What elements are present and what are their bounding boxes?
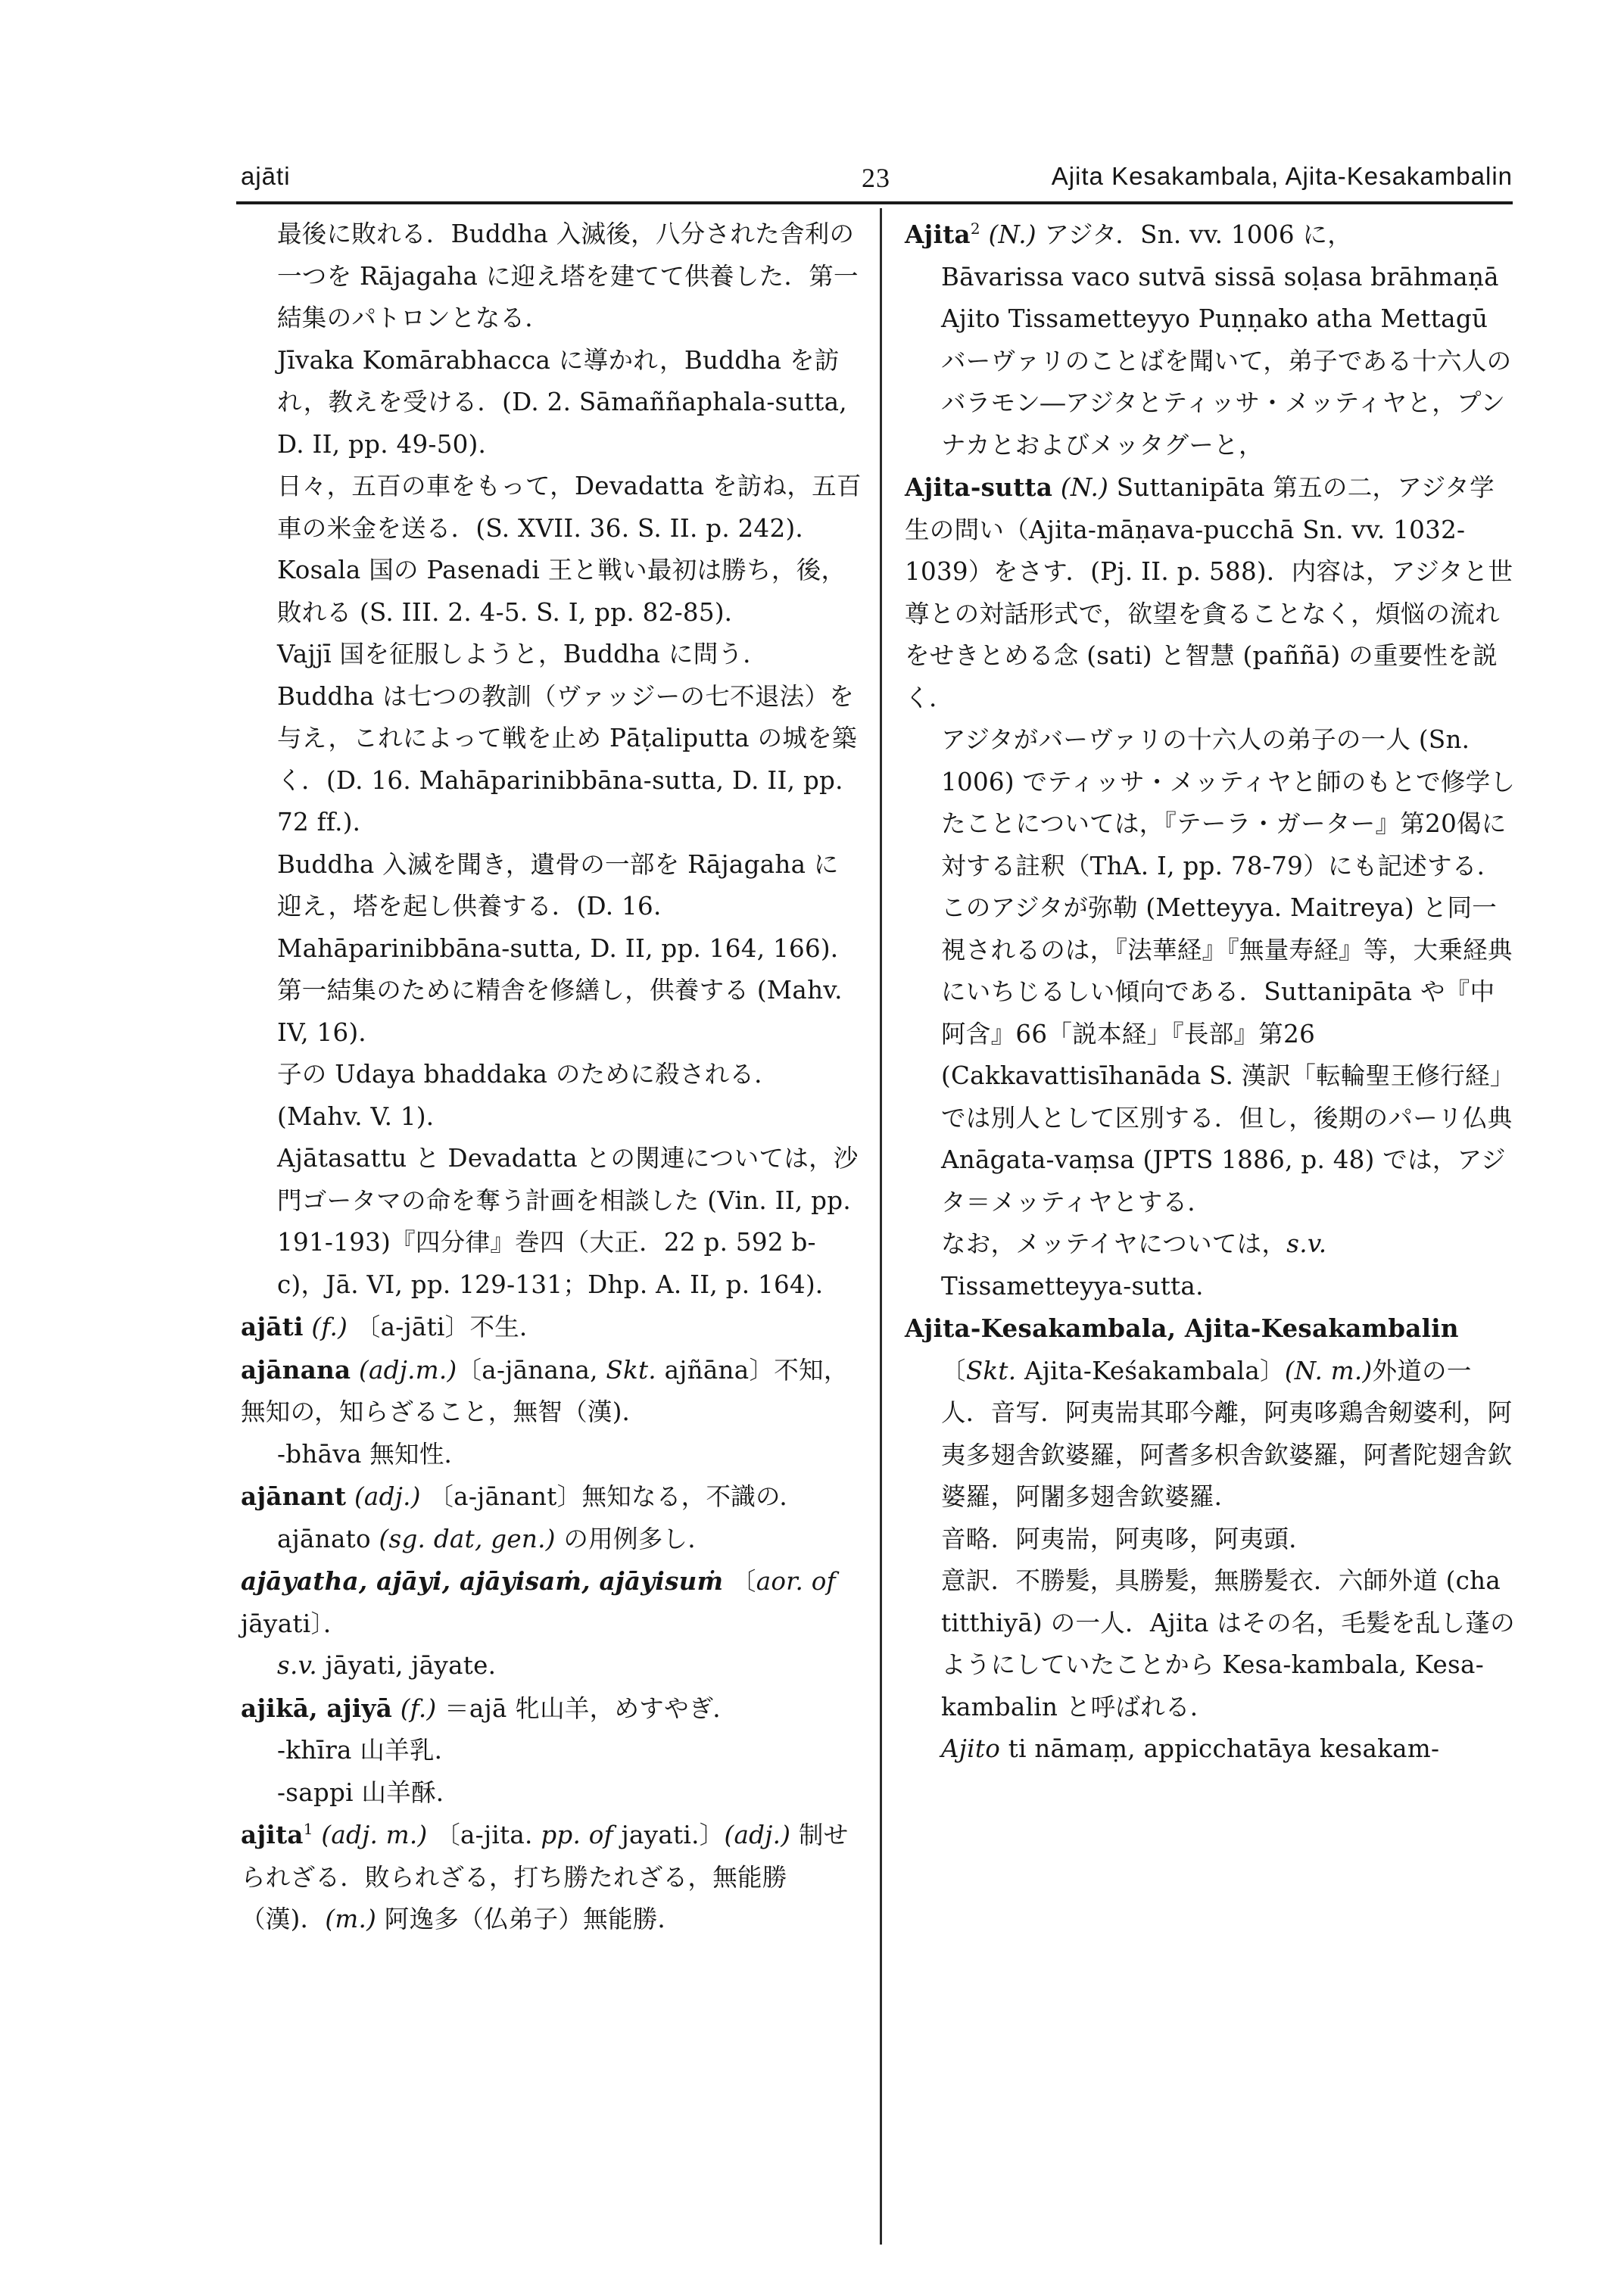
quotation: Bāvarissa vaco sutvā sissā soḷasa brāhmaṇā Ajito Tissametteyyo Puṇṇako atha Mettagū バーヴァリのことばを聞いて，弟子である十六人のバラモン―アジタとティッサ・メッティヤと，プンナカとおよびメッタグーと，	[941, 262, 1512, 460]
headword: ajānana	[241, 1354, 351, 1385]
grammar-label: (f.)	[400, 1693, 437, 1723]
entry-ajika	[241, 1687, 862, 1815]
grammar-label: (adj.)	[354, 1482, 421, 1511]
entry-ajita-1	[241, 1814, 862, 1941]
paragraph: 第一結集のために精舎を修繕し，供養する (Mahv. IV, 16)．	[277, 976, 843, 1047]
definition: 阿逸多（仏弟子）無能勝．	[376, 1905, 683, 1933]
entry-ajayatha	[241, 1560, 862, 1687]
paragraph: アジタがバーヴァリの十六人の弟子の一人 (Sn. 1006) でティッサ・メッティヤと師のもとで修学したことについては，『テーラ・ガーター』第20偈に対する註釈（ThA. I, pp. 78-79）にも記述する．このアジタが弥勒 (Metteyya. Maitreya) と同一視されるのは，『法華経』『無量寿経』等，大乗経典にいちじるしい傾向である．Suttanipāta や『中阿含』66「説本経」『長部』第26 (Cakkavattisīhanāda S. 漢訳「転輪聖王修行経」では別人として区別する．但し，後期のパーリ仏典 Anāgata-vaṃsa (JPTS 1886, p. 48) では，アジタ＝メッティヤとする．	[941, 725, 1516, 1217]
entry-ajita-sutta	[905, 466, 1516, 1307]
homonym-number: 1	[303, 1820, 313, 1839]
headword: ajikā, ajiyā	[241, 1693, 393, 1723]
quote-word: Ajito	[941, 1734, 1001, 1763]
definition-block	[905, 1351, 1516, 1519]
paragraph: Kosala 国の Pasenadi 王と戦い最初は勝ち，後，敗れる (S. III. 2. 4-5. S. I, pp. 82-85)．	[277, 556, 846, 627]
grammar-label: (adj. m.)	[321, 1821, 428, 1849]
grammar-label: pp. of	[541, 1821, 613, 1849]
grammar-label: (f.)	[311, 1313, 348, 1341]
definition: 外道の一人．音写．阿夷耑其耶今離，阿夷哆鶏舎剱婆利，阿夷多翅舎欽婆羅，阿耆多枳舎欽婆羅，阿耆陀翅舎欽婆羅，阿闍多翅舎欽婆羅．	[941, 1356, 1513, 1511]
grammar-label: (N. m.)	[1284, 1356, 1373, 1385]
sub-entry: -bhāva 無知性．	[277, 1439, 469, 1469]
paragraph: Vajjī 国を征服しようと，Buddha に問う．Buddha は七つの教訓（ヴァッジーの七不退法）を与え，これによって戦を止め Pāṭaliputta の城を築く．(D. 16. Mahāparinibbāna-sutta, D. II, pp. 72 ff.)．	[277, 640, 857, 837]
paragraph: Ajātasattu と Devadatta との関連については，沙門ゴータマの命を奪う計画を相談した (Vin. II, pp. 191-193)『四分律』巻四（大正．22 p. 592 b-c)，Jā. VI, pp. 129-131；Dhp. A. II, p. 164)．	[277, 1144, 859, 1299]
sanskrit-label: Skt.	[965, 1356, 1017, 1385]
column-divider	[880, 208, 882, 2245]
grammar-label: (adj.)	[724, 1821, 791, 1849]
left-column	[241, 213, 862, 1941]
entry-ajanana	[241, 1349, 862, 1476]
etymology: 〔a-jānana,	[457, 1355, 606, 1385]
grammar-label: aor. of	[756, 1567, 836, 1596]
sub-entry	[241, 1519, 862, 1561]
paragraph: Jīvaka Komārabhacca に導かれ，Buddha を訪れ，教えを受ける．(D. 2. Sāmaññaphala-sutta, D. II, pp. 49-50)．	[277, 345, 847, 459]
paragraph: Buddha 入滅を聞き，遺骨の一部を Rājagaha に迎え，塔を起し供養する．(D. 16. Mahāparinibbāna-sutta, D. II, pp. 164, 166)．	[277, 849, 856, 963]
entry-ajita-kesakambala	[905, 1307, 1516, 1771]
paragraph: 日々，五百の車をもって，Devadatta を訪ね，五百車の米金を送る．(S. XVII. 36. S. II. p. 242)．	[277, 472, 862, 543]
note: なお，メッテイヤについては，	[941, 1229, 1287, 1258]
definition: jāyati〕．	[241, 1609, 348, 1638]
header-left-guide-word: ajāti	[241, 162, 291, 190]
sub-word: ajānato	[277, 1524, 379, 1553]
definition: Suttanipāta 第五の二，アジタ学生の問い（Ajita-māṇava-pucchā Sn. vv. 1032-1039）をさす．(Pj. II. p. 588)．内容は，アジタと世尊との対話形式で，欲望を貪ることなく，煩悩の流れをせきとめる念 (sati) と智慧 (paññā) の重要性を説く．	[905, 473, 1513, 712]
sub-entry: -khīra 山羊乳．	[277, 1736, 460, 1765]
sv-label: s.v.	[1286, 1229, 1327, 1258]
running-head	[241, 157, 1513, 200]
right-column	[905, 213, 1516, 1771]
quote-text: ti nāmaṃ, appicchatāya kesakam-	[1000, 1734, 1440, 1763]
definition: ＝ajā 牝山羊，めすやぎ．	[444, 1693, 738, 1723]
sanskrit-label: Skt.	[606, 1355, 656, 1385]
grammar-label: (N.)	[1060, 473, 1109, 502]
quotation	[905, 1728, 1516, 1771]
paragraph: 音略．阿夷耑，阿夷哆，阿夷頭．	[941, 1524, 1314, 1553]
sv-label: s.v.	[277, 1651, 318, 1680]
bracket: 〔	[723, 1567, 756, 1596]
grammar-label: (adj.m.)	[359, 1355, 457, 1385]
headword: Ajita-Kesakambala, Ajita-Kesakambalin	[905, 1313, 1459, 1343]
headword: ajāyatha, ajāyi, ajāyisaṁ, ajāyisuṁ	[241, 1566, 724, 1596]
cross-reference	[241, 1645, 862, 1687]
entry-ajanant	[241, 1475, 862, 1560]
headword: ajita	[241, 1820, 304, 1849]
continuation-entry	[241, 213, 862, 1306]
etymology: jayati.〕	[613, 1821, 725, 1849]
homonym-number: 2	[970, 220, 980, 238]
etymology: 〔a-jita.	[435, 1821, 541, 1849]
paragraph: 意訳．不勝髪，具勝髪，無勝髪衣．六師外道 (cha titthiyā) の一人．Ajita はその名，毛髪を乱し蓬のようにしていたことから Kesa-kambala, Kesa-kambalin と呼ばれる．	[941, 1566, 1515, 1721]
grammar-label: (m.)	[325, 1905, 377, 1933]
bracket: 〔	[941, 1356, 966, 1385]
sub-entry: -sappi 山羊酥．	[277, 1777, 461, 1807]
grammar-label: (N.)	[988, 220, 1036, 249]
entry-ajita-2	[905, 213, 1516, 466]
etymology: Ajita-Keśakambala〕	[1016, 1356, 1285, 1385]
definition: アジタ．Sn. vv. 1006 に，	[1044, 220, 1353, 249]
headword: Ajita	[905, 220, 971, 249]
reference-target: Tissametteyya-sutta.	[941, 1271, 1204, 1301]
headword: ajānant	[241, 1481, 347, 1511]
paragraph: 最後に敗れる．Buddha 入滅後，八分された舎利の一つを Rājagaha に迎え塔を建てて供養した．第一結集のパトロンとなる．	[277, 220, 859, 332]
definition: 〔a-jānant〕無知なる，不識の．	[429, 1482, 805, 1511]
definition: ajñāna〕不知，無知の，知らざること，無智（漢)．	[241, 1355, 849, 1426]
definition: 〔a-jāti〕不生．	[355, 1313, 544, 1341]
cross-reference	[905, 1223, 1516, 1307]
sub-note: の用例多し．	[555, 1524, 713, 1553]
paragraph: 子の Udaya bhaddaka のために殺される．(Mahv. V. 1)．	[277, 1060, 780, 1131]
grammar-label: (sg. dat, gen.)	[379, 1524, 556, 1553]
entry-ajati	[241, 1306, 862, 1349]
headword: ajāti	[241, 1312, 304, 1341]
headword: Ajita-sutta	[905, 472, 1053, 502]
definition: 制せられざる．敗られざる，打ち勝たれざる，無能勝（漢)．	[241, 1821, 849, 1933]
page-number: 23	[862, 163, 890, 193]
header-rule	[236, 201, 1513, 204]
reference-target: jāyati, jāyate.	[317, 1651, 497, 1680]
header-right-guide-word: Ajita Kesakambala, Ajita-Kesakambalin	[1051, 162, 1513, 190]
